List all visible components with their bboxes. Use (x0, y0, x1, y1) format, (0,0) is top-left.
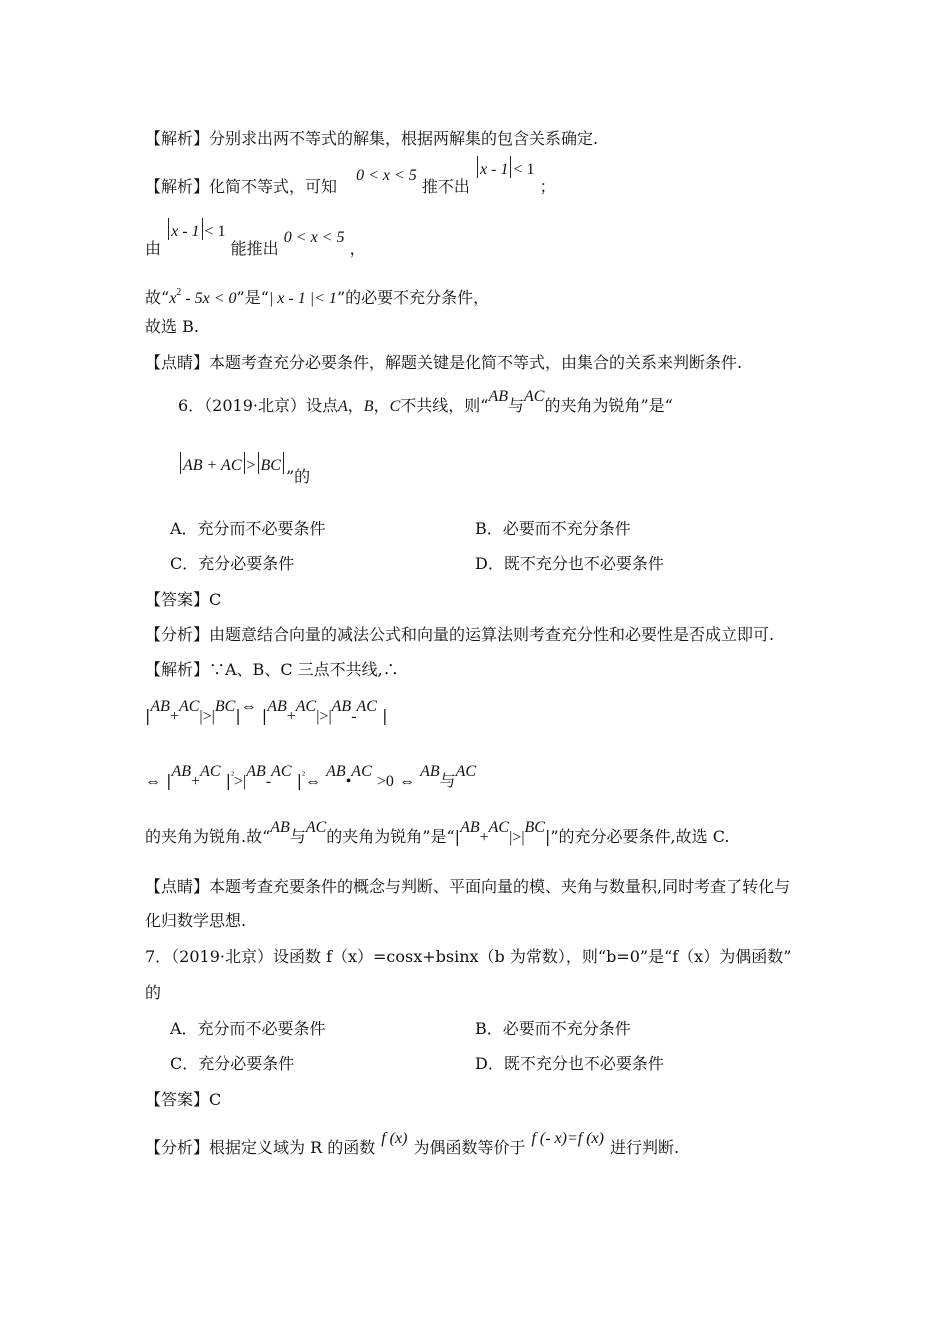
q7-stem-line-2: 的 (145, 983, 162, 1002)
analysis-line-1: 【解析】分别求出两不等式的解集，根据两解集的包含关系确定. (145, 129, 599, 148)
inequality-0-x-5: 0 < x < 5 (356, 167, 417, 184)
q6-solution-line-3: 的夹角为锐角.故“AB与AC的夹角为锐角”是“|AB+AC|>|BC|”的充分必要条件,故选 C. (145, 819, 730, 846)
abs-inequality: x - 1 < 1 (475, 159, 534, 178)
q7-option-c: C．充分必要条件 (170, 1054, 295, 1073)
q6-stem: 6．（2019·北京）设点A，B，C不共线，则“AB与AC的夹角为锐角”是“ (178, 388, 673, 415)
q6-solution-line-1: |AB+AC|>|BC|⇔ |AB+AC|>|AB-AC | (145, 698, 388, 725)
inequality-0-x-5: 0 < x < 5 (283, 229, 345, 246)
analysis-line-3: 由 x - 1 < 1 能推出 0 < x < 5 ， (145, 236, 366, 261)
q7-analysis: 【分析】根据定义域为 R 的函数 f (x) 为偶函数等价于 f (- x)=f (x) 进行判断. (145, 1130, 680, 1157)
analysis-line-4: 故“$x^2 - 5x < 0$”是“| x - 1 |< 1”的必要不充分条件， (145, 287, 490, 307)
abs-inequality: x - 1 < 1 (166, 221, 225, 240)
q6-comment-line-1: 【点睛】本题考查充要条件的概念与判断、平面向量的模、夹角与数量积,同时考查了转化与 (145, 877, 791, 896)
vector-ac: AC (524, 388, 545, 405)
comment-line-1: 【点睛】本题考查充分必要条件，解题关键是化简不等式，由集合的关系来判断条件. (145, 353, 743, 372)
q7-stem-line-1: 7．（2019·北京）设函数 f（x）=cosx+bsinx（b 为常数），则“b=0”是“f（x）为偶函数” (145, 947, 792, 966)
q7-answer: 【答案】C (145, 1090, 222, 1109)
vector-ab: AB (488, 388, 508, 405)
even-function-equation: f (- x)=f (x) (531, 1130, 604, 1147)
q6-option-c: C．充分必要条件 (170, 554, 295, 573)
q7-option-a: A．充分而不必要条件 (170, 1019, 326, 1038)
q7-option-b: B．必要而不充分条件 (475, 1019, 631, 1038)
q6-option-b: B．必要而不充分条件 (475, 519, 631, 538)
q6-option-a: A．充分而不必要条件 (170, 519, 326, 538)
function-fx: f (x) (381, 1130, 408, 1147)
q7-option-d: D．既不充分也不必要条件 (475, 1054, 664, 1073)
analysis-line-2: 【解析】化简不等式，可知 0 < x < 5 推不出 x - 1 < 1 ； (145, 174, 556, 199)
q6-analysis: 【分析】由题意结合向量的减法公式和向量的运算法则考查充分性和必要性是否成立即可. (145, 625, 775, 644)
q6-solution-line-2: ⇔ |AB+AC $|^{^2}>|AB-AC$ $|^{^2}\Leftrightarrow$ AB•AC >0 ⇔ AB与AC (145, 763, 477, 790)
q6-condition: AB + AC > BC”的 (178, 464, 310, 489)
q6-answer: 【答案】C (145, 590, 222, 609)
q6-solution-head: 【解析】∵A、B、C 三点不共线,∴ (145, 660, 399, 679)
q6-comment-line-2: 化归数学思想. (145, 911, 247, 930)
q6-option-d: D．既不充分也不必要条件 (475, 554, 664, 573)
analysis-line-5: 故选 B. (145, 317, 199, 336)
